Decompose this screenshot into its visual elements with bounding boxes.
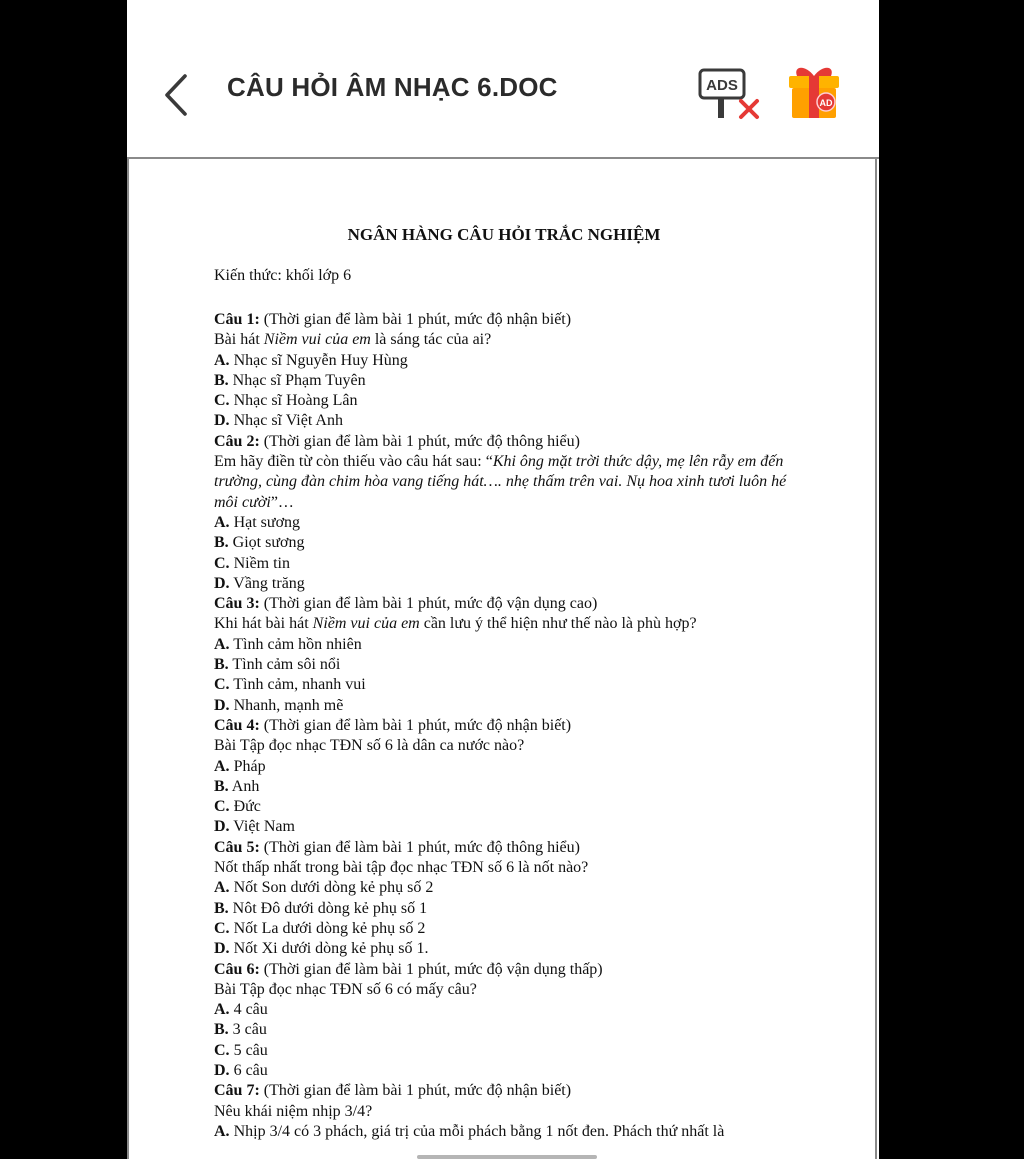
option-letter: A. (214, 1122, 230, 1140)
option-text: Tình cảm sôi nổi (228, 656, 341, 674)
option-letter: B. (214, 656, 229, 674)
option-text: Nốt Xi dưới dòng kẻ phụ số 1. (229, 940, 429, 958)
question-block (214, 838, 804, 960)
answer-option (214, 675, 804, 695)
option-letter: D. (214, 1061, 230, 1079)
question-number: Câu 6: (214, 960, 260, 978)
question-stem (214, 330, 804, 350)
option-text: Pháp (229, 757, 266, 775)
question-meta: (Thời gian để làm bài 1 phút, mức độ nhận biết) (259, 311, 572, 328)
document-title: CÂU HỎI ÂM NHẠC 6.DOC (227, 72, 558, 102)
answer-option (214, 655, 804, 675)
question-number: Câu 2: (214, 432, 260, 450)
answer-option (214, 554, 804, 574)
option-letter: C. (214, 554, 230, 572)
question-stem (214, 736, 804, 756)
question-meta: (Thời gian để làm bài 1 phút, mức độ nhận biết) (259, 716, 572, 734)
question-meta: (Thời gian để làm bài 1 phút, mức độ thông hiểu) (259, 432, 580, 450)
option-letter: C. (214, 392, 230, 410)
question-stem-text: Bài Tập đọc nhạc TĐN số 6 có mấy câu? (214, 980, 477, 998)
gift-badge-label: AD (819, 98, 833, 108)
home-indicator[interactable] (417, 1155, 597, 1159)
answer-option (214, 817, 804, 837)
answer-option (214, 878, 804, 898)
answer-option (214, 939, 804, 959)
option-text: 5 câu (229, 1041, 268, 1059)
answer-option (214, 1041, 804, 1061)
question-stem-text: Nêu khái niệm nhịp 3/4? (214, 1102, 373, 1120)
answer-option (214, 899, 804, 919)
option-text: Nhanh, mạnh mẽ (229, 696, 344, 714)
question-block (214, 960, 804, 1082)
option-text: Vầng trăng (229, 574, 305, 592)
option-text: Nôt Đô dưới dòng kẻ phụ số 1 (228, 899, 428, 917)
option-letter: A. (214, 879, 230, 897)
option-letter: A. (214, 1001, 230, 1019)
question-stem-text: Nốt thấp nhất trong bài tập đọc nhạc TĐN số 6 là nốt nào? (214, 859, 589, 877)
question-number: Câu 5: (214, 838, 260, 856)
option-letter: A. (214, 513, 230, 531)
option-letter: A. (214, 757, 230, 775)
answer-option (214, 391, 804, 411)
question-block (214, 310, 804, 432)
document-viewer (127, 0, 879, 1159)
question-block (214, 594, 804, 716)
option-letter: D. (214, 412, 230, 430)
option-text: Nốt La dưới dòng kẻ phụ số 2 (229, 919, 426, 937)
document-page (127, 159, 877, 1159)
answer-option (214, 513, 804, 533)
question-block (214, 716, 804, 838)
option-text: 4 câu (229, 1001, 268, 1019)
question-header (214, 432, 804, 452)
option-text: Việt Nam (229, 818, 295, 836)
question-meta: (Thời gian để làm bài 1 phút, mức độ nhận biết) (259, 1082, 572, 1100)
no-ads-icon (697, 66, 763, 122)
remove-ads-button[interactable] (697, 66, 763, 122)
document-subject: Kiến thức: khối lớp 6 (214, 267, 352, 284)
question-number: Câu 4: (214, 716, 260, 734)
option-letter: B. (214, 534, 229, 552)
question-meta: (Thời gian để làm bài 1 phút, mức độ vận dụng thấp) (259, 960, 603, 978)
answer-option (214, 533, 804, 553)
question-header (214, 960, 804, 980)
answer-option (214, 919, 804, 939)
answer-option (214, 696, 804, 716)
ads-label: ADS (706, 77, 738, 94)
question-stem (214, 452, 804, 513)
option-text: Nốt Son dưới dòng kẻ phụ số 2 (229, 879, 434, 897)
answer-option (214, 1020, 804, 1040)
option-text: Anh (228, 777, 260, 795)
question-stem-italic: Niềm vui của em (312, 615, 420, 633)
question-list (214, 310, 804, 1142)
question-stem (214, 614, 804, 634)
question-stem-text: Khi hát bài hát (214, 615, 313, 633)
answer-option (214, 635, 804, 655)
question-stem (214, 858, 804, 878)
option-letter: C. (214, 798, 230, 816)
option-letter: D. (214, 818, 230, 836)
document-heading: NGÂN HÀNG CÂU HỎI TRẮC NGHIỆM (347, 225, 661, 244)
chevron-left-icon (157, 70, 197, 120)
question-number: Câu 3: (214, 595, 260, 613)
answer-option (214, 371, 804, 391)
option-letter: C. (214, 1041, 230, 1059)
question-stem-tail: cần lưu ý thể hiện như thế nào là phù hợp? (419, 615, 697, 633)
option-text: Giọt sương (228, 534, 305, 552)
option-letter: D. (214, 940, 230, 958)
gift-box-icon (783, 60, 845, 122)
question-header (214, 1081, 804, 1101)
answer-option (214, 777, 804, 797)
option-text: Nhạc sĩ Việt Anh (229, 412, 343, 430)
option-text: Hạt sương (229, 513, 301, 531)
option-letter: D. (214, 696, 230, 714)
question-block (214, 432, 804, 594)
question-header (214, 594, 804, 614)
option-letter: A. (214, 351, 230, 369)
question-block (214, 1081, 804, 1142)
option-letter: B. (214, 899, 229, 917)
question-stem-tail: ”… (270, 493, 294, 511)
question-meta: (Thời gian để làm bài 1 phút, mức độ vận dụng cao) (259, 595, 598, 613)
answer-option (214, 351, 804, 371)
answer-option (214, 757, 804, 777)
question-meta: (Thời gian để làm bài 1 phút, mức độ thông hiểu) (259, 838, 580, 856)
question-stem-text: Bài hát (214, 331, 264, 349)
option-letter: B. (214, 777, 229, 795)
answer-option (214, 574, 804, 594)
question-number: Câu 1: (214, 311, 260, 328)
question-header (214, 716, 804, 736)
option-text: Nhạc sĩ Nguyễn Huy Hùng (229, 351, 408, 369)
option-letter: C. (214, 919, 230, 937)
question-stem-text: Bài Tập đọc nhạc TĐN số 6 là dân ca nước nào? (214, 737, 525, 755)
option-text: Tình cảm, nhanh vui (229, 676, 366, 694)
option-text: 6 câu (229, 1061, 268, 1079)
back-button[interactable] (157, 70, 197, 120)
option-text: Nhạc sĩ Phạm Tuyên (228, 371, 366, 389)
question-number: Câu 7: (214, 1082, 260, 1100)
answer-option (214, 1000, 804, 1020)
answer-option (214, 1122, 804, 1142)
question-stem-tail: là sáng tác của ai? (370, 331, 492, 349)
option-letter: D. (214, 574, 230, 592)
question-header (214, 838, 804, 858)
question-stem-italic: Khi ông mặt trời thức dậy, mẹ lên rẫy em đến trường, cùng đàn chim hòa vang tiếng hát…. nhẹ thấm trên vai. Nụ hoa xinh tươi luôn hé môi cười (214, 453, 787, 511)
app-header (127, 0, 879, 159)
option-text: 3 câu (228, 1021, 267, 1039)
answer-option (214, 797, 804, 817)
answer-option (214, 411, 804, 431)
option-text: Niềm tin (229, 554, 290, 572)
question-header (214, 310, 804, 330)
question-stem (214, 1102, 804, 1122)
option-text: Tình cảm hồn nhiên (229, 635, 362, 653)
question-stem-text: Em hãy điền từ còn thiếu vào câu hát sau: “ (214, 453, 493, 471)
option-text: Nhạc sĩ Hoàng Lân (229, 392, 358, 410)
option-letter: C. (214, 676, 230, 694)
option-letter: A. (214, 635, 230, 653)
option-letter: B. (214, 371, 229, 389)
option-text: Đức (229, 798, 261, 816)
gift-ad-button[interactable] (783, 60, 845, 122)
question-stem-italic: Niềm vui của em (263, 331, 371, 349)
option-text: Nhịp 3/4 có 3 phách, giá trị của mỗi phách bằng 1 nốt đen. Phách thứ nhất là (229, 1122, 725, 1140)
option-letter: B. (214, 1021, 229, 1039)
question-stem (214, 980, 804, 1000)
answer-option (214, 1061, 804, 1081)
